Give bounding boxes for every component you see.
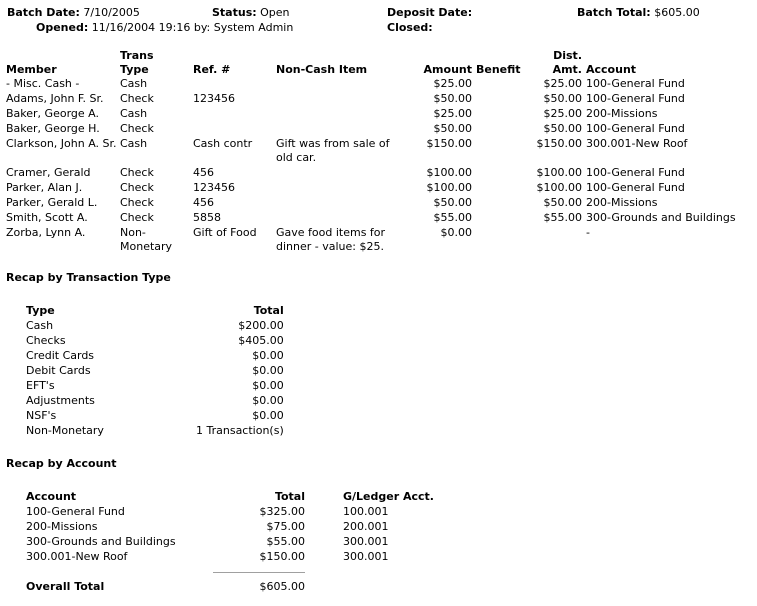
cell-member: - Misc. Cash -: [6, 77, 80, 90]
batch-opened: [36, 21, 293, 35]
cell-dist: [530, 226, 582, 255]
recap-account-name: 100-General Fund: [26, 505, 125, 518]
cell-type: Check: [120, 92, 154, 105]
recap-type-total: $0.00: [252, 364, 284, 377]
cell-account: 100-General Fund: [586, 92, 685, 105]
table-row: [6, 137, 752, 166]
recap-type-total: $405.00: [238, 334, 284, 347]
batch-total-value: $605.00: [654, 6, 700, 19]
recap-type-total: $200.00: [238, 319, 284, 332]
recap-account-spacer: [305, 534, 343, 549]
batch-total: [577, 6, 700, 20]
cell-benefit: [472, 107, 530, 122]
cell-type: Non-Monetary: [120, 226, 173, 253]
col-ref: Ref. #: [193, 63, 231, 76]
status-label: Status:: [212, 6, 257, 19]
cell-ref: 123456: [193, 181, 235, 194]
batch-total-label: Batch Total:: [577, 6, 651, 19]
recap-type-total: $0.00: [252, 349, 284, 362]
cell-amount: $100.00: [426, 166, 472, 179]
total-divider: [213, 572, 305, 573]
recap-account-title: Recap by Account: [6, 457, 117, 470]
cell-type: Check: [120, 211, 154, 224]
cell-member: Baker, George A.: [6, 107, 99, 120]
cell-type: Check: [120, 196, 154, 209]
cell-member: Smith, Scott A.: [6, 211, 88, 224]
col-trans-type-line2: Type: [120, 63, 149, 76]
table-row: [6, 181, 752, 196]
recap-type-total: $0.00: [252, 394, 284, 407]
cell-ref: [193, 107, 276, 122]
cell-account: 200-Missions: [586, 107, 658, 120]
closed-label: Closed:: [387, 21, 433, 34]
cell-item: [276, 211, 402, 226]
recap-account-body: [26, 504, 453, 564]
cell-account: 300.001-New Roof: [586, 137, 688, 150]
cell-account: -: [586, 226, 590, 239]
overall-total-label: Overall Total: [26, 580, 105, 593]
recap-type-title: Recap by Transaction Type: [6, 271, 171, 284]
cell-dist: $50.00: [543, 196, 582, 209]
col-trans-type: [120, 49, 193, 77]
batch-date-label: Batch Date:: [7, 6, 80, 19]
transactions-body: [6, 77, 752, 255]
cell-member: Parker, Alan J.: [6, 181, 83, 194]
recap-account-gl: 100.001: [343, 505, 389, 518]
recap-type-row: [26, 423, 284, 438]
cell-item: [276, 77, 402, 92]
col-non-cash-item: Non-Cash Item: [276, 63, 368, 76]
cell-amount: $100.00: [426, 181, 472, 194]
cell-ref: [193, 122, 276, 137]
opened-label: Opened:: [36, 21, 89, 34]
table-row: [6, 211, 752, 226]
table-row: [6, 226, 752, 255]
status-value: Open: [260, 6, 290, 19]
recap-account-row: [26, 534, 453, 549]
cell-benefit: [472, 137, 530, 166]
recap-type-col-type: Type: [26, 304, 55, 317]
deposit-date-label: Deposit Date:: [387, 6, 473, 19]
cell-ref: Gift of Food: [193, 226, 257, 239]
recap-type-total: $0.00: [252, 409, 284, 422]
recap-account-table: [26, 489, 453, 564]
recap-account-row: [26, 549, 453, 564]
cell-type: Cash: [120, 107, 148, 120]
cell-item: Gave food items for dinner - value: $25.: [276, 226, 386, 253]
recap-type-row: [26, 378, 284, 393]
cell-item: [276, 181, 402, 196]
recap-account-name: 300.001-New Roof: [26, 550, 128, 563]
cell-dist: $100.00: [536, 181, 582, 194]
recap-type-body: [26, 318, 284, 438]
cell-member: Parker, Gerald L.: [6, 196, 98, 209]
cell-account: 100-General Fund: [586, 122, 685, 135]
cell-amount: $25.00: [433, 107, 472, 120]
cell-ref: 5858: [193, 211, 221, 224]
cell-amount: $50.00: [433, 196, 472, 209]
recap-type-row: [26, 408, 284, 423]
table-header-row: [6, 49, 752, 77]
cell-account: 300-Grounds and Buildings: [586, 211, 736, 224]
batch-date-value: 7/10/2005: [83, 6, 140, 19]
recap-type-table: [26, 303, 284, 438]
cell-account: 100-General Fund: [586, 166, 685, 179]
recap-type-name: Debit Cards: [26, 364, 91, 377]
deposit-date: [387, 6, 472, 20]
cell-benefit: [472, 92, 530, 107]
col-trans-type-line1: Trans: [120, 49, 154, 62]
recap-account-spacer: [305, 519, 343, 534]
recap-type-row: [26, 348, 284, 363]
cell-type: Check: [120, 122, 154, 135]
col-dist-amt: [530, 49, 582, 77]
cell-dist: $50.00: [543, 122, 582, 135]
recap-type-row: [26, 318, 284, 333]
cell-item: [276, 166, 402, 181]
cell-account: 200-Missions: [586, 196, 658, 209]
table-row: [6, 122, 752, 137]
recap-account-total: $325.00: [259, 505, 305, 518]
recap-type-row: [26, 333, 284, 348]
recap-account-col-total: Total: [274, 490, 305, 503]
recap-account-col-account: Account: [26, 490, 77, 503]
cell-benefit: [472, 181, 530, 196]
cell-dist: $55.00: [543, 211, 582, 224]
cell-item: [276, 107, 402, 122]
batch-status: [212, 6, 290, 20]
recap-type-name: Adjustments: [26, 394, 95, 407]
cell-account: 100-General Fund: [586, 77, 685, 90]
recap-account-name: 200-Missions: [26, 520, 98, 533]
recap-account-header-row: [26, 489, 453, 504]
recap-account-col-gl: G/Ledger Acct.: [343, 490, 434, 503]
cell-type: Check: [120, 166, 154, 179]
cell-dist: $150.00: [536, 137, 582, 150]
recap-type-name: NSF's: [26, 409, 57, 422]
recap-account-gl: 200.001: [343, 520, 389, 533]
recap-type-col-total: Total: [253, 304, 284, 317]
col-dist-amt-line1: Dist.: [553, 49, 582, 62]
cell-dist: $100.00: [536, 166, 582, 179]
recap-type-name: EFT's: [26, 379, 55, 392]
cell-amount: $150.00: [426, 137, 472, 150]
cell-benefit: [472, 122, 530, 137]
cell-benefit: [472, 196, 530, 211]
recap-account-row: [26, 504, 453, 519]
cell-account: 100-General Fund: [586, 181, 685, 194]
cell-type: Cash: [120, 77, 148, 90]
batch-date: [7, 6, 140, 20]
transactions-table: [6, 49, 752, 255]
cell-type: Check: [120, 181, 154, 194]
col-amount: Amount: [423, 63, 472, 76]
recap-account-spacer: [305, 504, 343, 519]
recap-account-gl: 300.001: [343, 535, 389, 548]
cell-ref: 456: [193, 196, 214, 209]
cell-item: [276, 92, 402, 107]
recap-type-name: Credit Cards: [26, 349, 95, 362]
cell-amount: $55.00: [433, 211, 472, 224]
overall-total-value: $605.00: [259, 580, 305, 593]
recap-type-total: $0.00: [252, 379, 284, 392]
cell-dist: $25.00: [543, 107, 582, 120]
col-dist-amt-line2: Amt.: [552, 63, 582, 76]
cell-item: [276, 196, 402, 211]
cell-amount: $50.00: [433, 92, 472, 105]
table-row: [6, 77, 752, 92]
table-row: [6, 92, 752, 107]
recap-account-name: 300-Grounds and Buildings: [26, 535, 176, 548]
cell-benefit: [472, 226, 530, 255]
cell-ref: Cash contr: [193, 137, 253, 150]
cell-benefit: [472, 211, 530, 226]
table-row: [6, 166, 752, 181]
cell-member: Baker, George H.: [6, 122, 100, 135]
cell-ref: 123456: [193, 92, 235, 105]
cell-member: Zorba, Lynn A.: [6, 226, 86, 239]
cell-ref: 456: [193, 166, 214, 179]
cell-benefit: [472, 166, 530, 181]
cell-ref: [193, 77, 276, 92]
cell-amount: $50.00: [433, 122, 472, 135]
batch-closed: [387, 21, 433, 35]
recap-account-spacer: [305, 549, 343, 564]
recap-type-row: [26, 363, 284, 378]
col-benefit: Benefit: [476, 63, 521, 76]
table-row: [6, 196, 752, 211]
recap-account-total: $75.00: [266, 520, 305, 533]
cell-item: [276, 122, 402, 137]
recap-account-spacer: [305, 489, 343, 504]
opened-value: 11/16/2004 19:16 by: System Admin: [91, 21, 294, 34]
cell-amount: $0.00: [440, 226, 472, 239]
recap-type-header-row: [26, 303, 284, 318]
cell-member: Clarkson, John A. Sr.: [6, 137, 117, 150]
col-member: Member: [6, 63, 57, 76]
recap-account-total: $150.00: [259, 550, 305, 563]
cell-amount: $25.00: [433, 77, 472, 90]
recap-type-name: Checks: [26, 334, 66, 347]
cell-member: Cramer, Gerald: [6, 166, 91, 179]
table-row: [6, 107, 752, 122]
recap-account-total: $55.00: [266, 535, 305, 548]
recap-account-row: [26, 519, 453, 534]
cell-type: Cash: [120, 137, 148, 150]
recap-type-name: Non-Monetary: [26, 424, 104, 437]
cell-dist: $50.00: [543, 92, 582, 105]
cell-item: Gift was from sale of old car.: [276, 137, 390, 164]
cell-dist: $25.00: [543, 77, 582, 90]
cell-member: Adams, John F. Sr.: [6, 92, 104, 105]
recap-type-name: Cash: [26, 319, 54, 332]
cell-benefit: [472, 77, 530, 92]
recap-account-gl: 300.001: [343, 550, 389, 563]
recap-type-row: [26, 393, 284, 408]
col-account: Account: [586, 63, 637, 76]
recap-type-total: 1 Transaction(s): [196, 424, 284, 437]
